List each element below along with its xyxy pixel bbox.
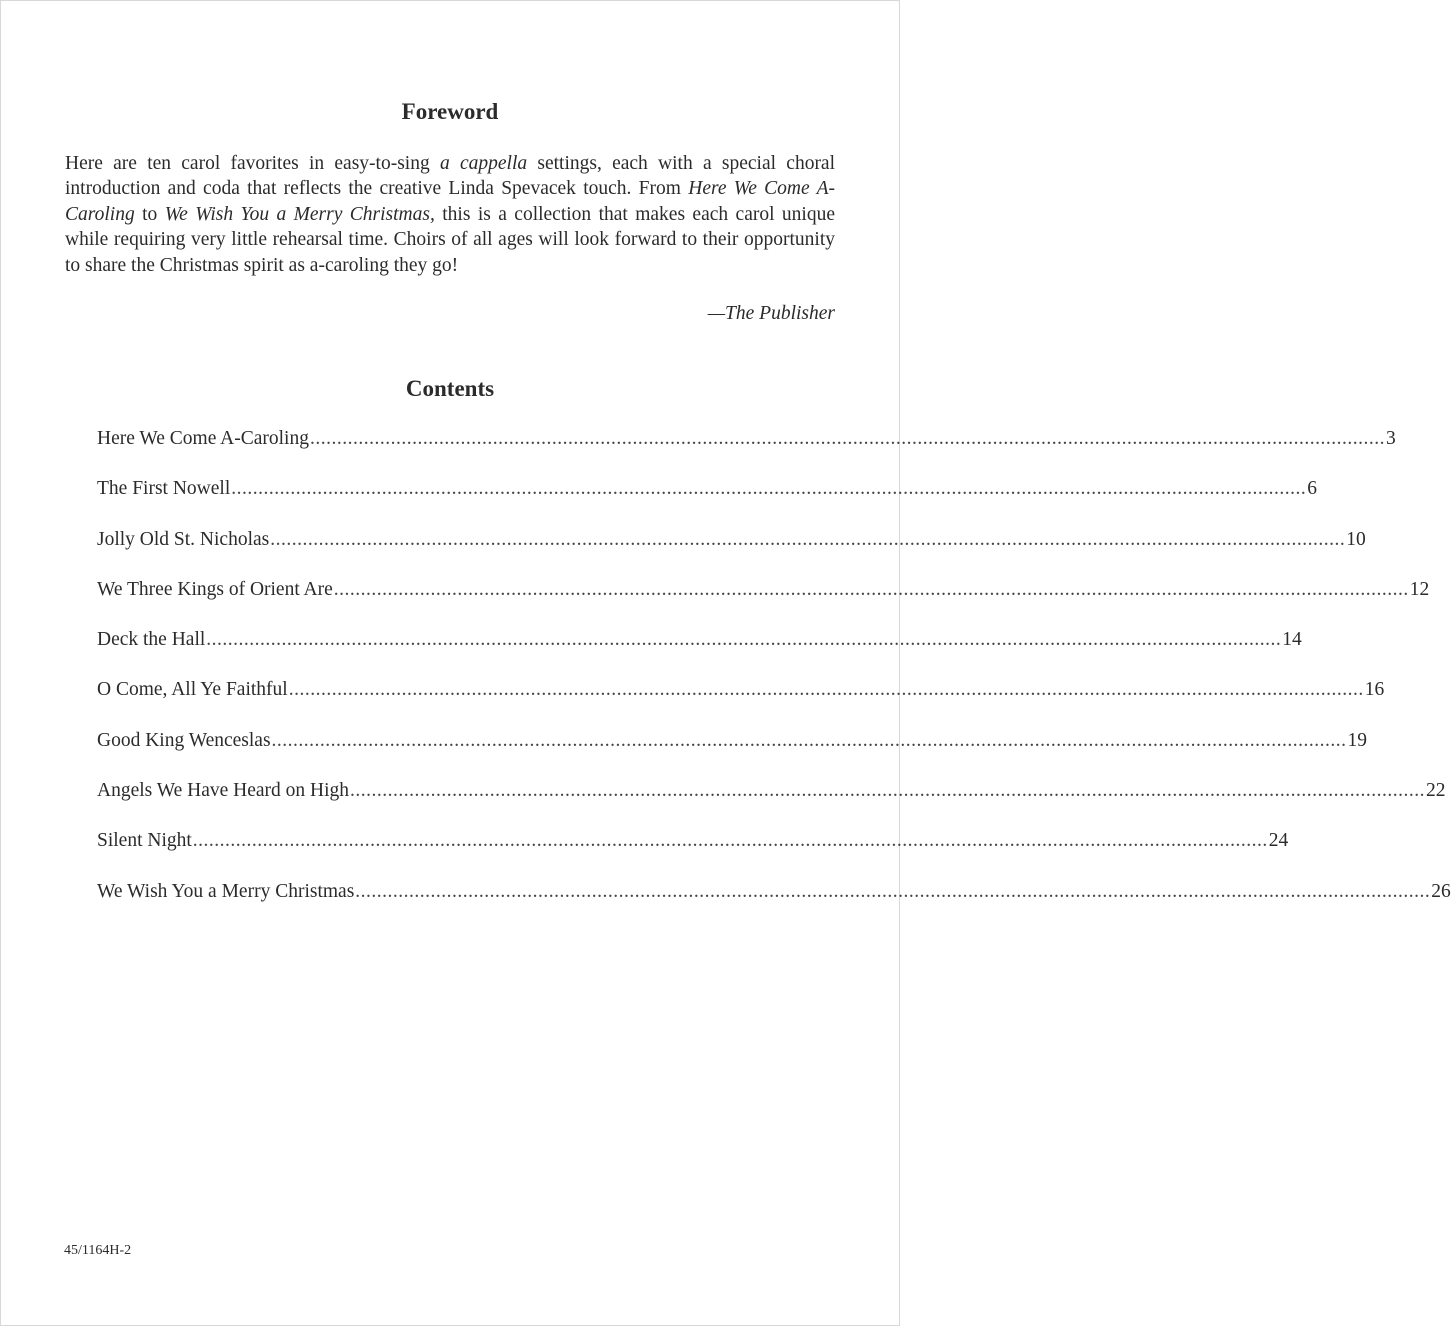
toc-entry-page: 16 xyxy=(1364,679,1385,701)
toc-entry xyxy=(97,879,1451,929)
foreword-title: Foreword xyxy=(401,99,499,124)
toc-entry-title: We Three Kings of Orient Are xyxy=(97,578,333,600)
toc-entry-title: Good King Wenceslas xyxy=(97,729,271,751)
toc-entry xyxy=(97,527,1366,577)
toc-entry-page: 24 xyxy=(1268,830,1289,852)
catalog-number: 45/1164H-2 xyxy=(64,1243,132,1258)
toc-entry-title: The First Nowell xyxy=(97,478,231,500)
toc-leader-dots: ........................................................................................................................................................................................................ xyxy=(271,729,1347,751)
toc-entry xyxy=(97,627,1302,677)
toc-leader-dots: ........................................................................................................................................................................................................ xyxy=(288,679,1364,701)
toc-leader-dots: ........................................................................................................................................................................................................ xyxy=(309,428,1385,449)
toc-entry-title: Deck the Hall xyxy=(97,629,206,651)
table-of-contents xyxy=(97,426,1451,929)
toc-entry-page: 22 xyxy=(1426,780,1446,802)
toc-entry xyxy=(97,728,1368,778)
toc-entry-page: 19 xyxy=(1347,729,1368,751)
toc-entry-title: O Come, All Ye Faithful xyxy=(97,679,288,701)
toc-entry-page: 6 xyxy=(1307,478,1317,500)
toc-leader-dots: ........................................................................................................................................................................................................ xyxy=(231,478,1307,500)
toc-entry xyxy=(97,778,1446,828)
toc-entry xyxy=(97,426,1396,476)
foreword-italic: Here We Come A-Caroling xyxy=(65,178,836,225)
publisher-signature: —The Publisher xyxy=(707,303,835,324)
toc-entry-page: 10 xyxy=(1346,528,1366,550)
toc-leader-dots: ........................................................................................................................................................................................................ xyxy=(350,780,1426,802)
foreword-text: to xyxy=(134,203,165,225)
toc-entry-title: Angels We Have Heard on High xyxy=(97,780,350,802)
toc-entry xyxy=(97,577,1430,627)
toc-entry-page: 26 xyxy=(1431,880,1451,902)
toc-leader-dots: ........................................................................................................................................................................................................ xyxy=(333,578,1409,600)
toc-entry-page: 3 xyxy=(1385,428,1396,449)
toc-entry xyxy=(97,677,1385,727)
toc-leader-dots: ........................................................................................................................................................................................................ xyxy=(192,830,1268,852)
toc-entry-page: 12 xyxy=(1409,578,1430,600)
toc-entry-title: Jolly Old St. Nicholas xyxy=(97,528,270,550)
toc-entry-title: We Wish You a Merry Christmas xyxy=(97,880,355,902)
foreword-text: Here are ten carol favorites in easy-to-sing xyxy=(65,153,440,174)
toc-entry-title: Here We Come A-Caroling xyxy=(97,428,309,449)
toc-leader-dots: ........................................................................................................................................................................................................ xyxy=(355,880,1431,902)
toc-entry xyxy=(97,828,1289,878)
toc-leader-dots: ........................................................................................................................................................................................................ xyxy=(206,629,1282,651)
foreword-italic: a cappella xyxy=(439,153,528,174)
toc-entry-page: 14 xyxy=(1282,629,1302,651)
foreword-italic: We Wish You a Merry Christmas, xyxy=(164,203,435,225)
toc-entry xyxy=(97,476,1317,526)
toc-leader-dots: ........................................................................................................................................................................................................ xyxy=(270,528,1346,550)
foreword-paragraph xyxy=(65,151,835,278)
toc-entry-title: Silent Night xyxy=(97,830,192,852)
contents-title: Contents xyxy=(405,376,495,401)
foreword-text: settings, each with a special choral introduction and coda that reflects the creative Linda Spevacek touch. From xyxy=(65,153,836,200)
foreword-text: this is a collection that makes each carol unique while requiring very little rehearsal time. Choirs of all ages will look forward to their opportunity to share the Christmas spirit as a-caroling they go! xyxy=(65,203,835,276)
